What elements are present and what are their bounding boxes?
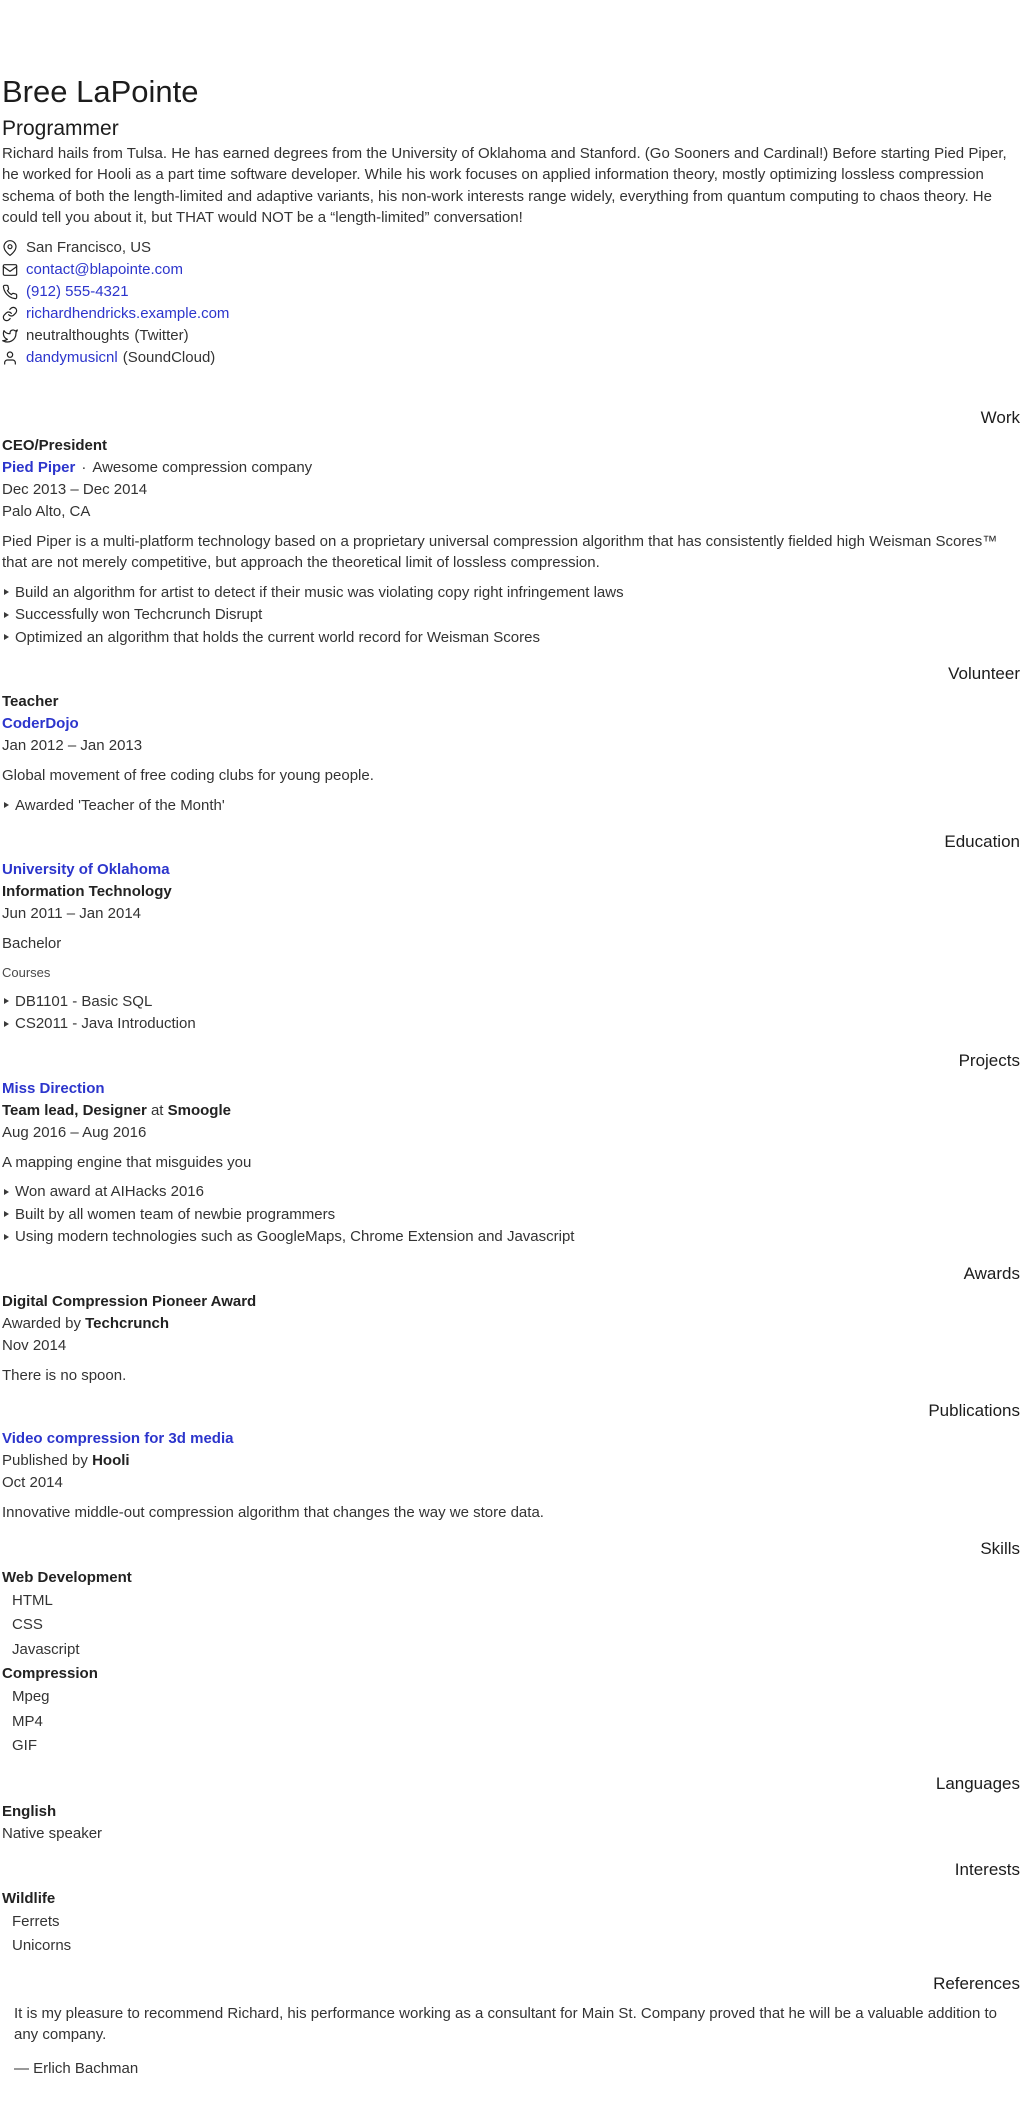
education-dates: Jun 2011 – Jan 2014 [2, 905, 142, 923]
mail-icon [2, 262, 18, 278]
list-item: Javascript [12, 1640, 80, 1658]
interest-keywords [2, 1910, 1020, 1959]
list-item: Ferrets [12, 1912, 60, 1930]
volunteer-position: Teacher [2, 693, 59, 711]
work-dates: Dec 2013 – Dec 2014 [2, 480, 148, 498]
phone-link[interactable]: (912) 555-4321 [26, 283, 129, 301]
section-languages [2, 1773, 1020, 1845]
map-pin-icon [2, 240, 18, 256]
section-heading-references: References [933, 1973, 1020, 1993]
interest-name: Wildlife [2, 1889, 56, 1907]
work-location: Palo Alto, CA [2, 502, 91, 520]
reference-name: — Erlich Bachman [14, 2059, 139, 2077]
contact-location [2, 237, 1020, 259]
award-date: Nov 2014 [2, 1336, 67, 1354]
skill-keywords [2, 1589, 1020, 1663]
section-skills [2, 1538, 1020, 1759]
work-position: CEO/President [2, 436, 108, 454]
section-work [2, 407, 1020, 650]
list-item: Awarded 'Teacher of the Month' [2, 795, 1020, 818]
section-heading-education: Education [944, 832, 1020, 852]
volunteer-highlights [2, 795, 1020, 818]
user-icon [2, 350, 18, 366]
education-institution-line [2, 859, 1020, 881]
work-company-description: Awesome compression company [92, 458, 313, 476]
section-publications [2, 1400, 1020, 1524]
person-name: Bree LaPointe [2, 74, 199, 109]
twitter-icon [2, 328, 18, 344]
list-item: Won award at AIHacks 2016 [2, 1181, 1020, 1204]
section-heading-volunteer: Volunteer [948, 664, 1020, 684]
list-item: Successfully won Techcrunch Disrupt [2, 604, 1020, 627]
list-item: CS2011 - Java Introduction [2, 1013, 1020, 1036]
list-item: Built by all women team of newbie programmers [2, 1204, 1020, 1227]
section-awards [2, 1263, 1020, 1387]
section-heading-work: Work [980, 407, 1020, 427]
publication-name-line [2, 1428, 1020, 1450]
language-fluency: Native speaker [2, 1824, 103, 1842]
award-summary: There is no spoon. [2, 1366, 127, 1384]
education-institution-link[interactable]: University of Oklahoma [2, 861, 170, 879]
section-volunteer [2, 663, 1020, 817]
publication-publisher-line [2, 1450, 1020, 1472]
section-heading-projects: Projects [958, 1050, 1020, 1070]
section-heading-interests: Interests [954, 1859, 1020, 1879]
award-title: Digital Compression Pioneer Award [2, 1292, 257, 1310]
award-awarder-line [2, 1313, 1020, 1335]
email-link[interactable]: contact@blapointe.com [26, 261, 183, 279]
education-area: Information Technology [2, 883, 172, 901]
education-courses-label: Courses [2, 964, 51, 980]
list-item: CSS [12, 1616, 43, 1634]
skill-keywords [2, 1685, 1020, 1759]
link-icon [2, 306, 18, 322]
person-summary: Richard hails from Tulsa. He has earned degrees from the University of Oklahoma and Stanford. (Go Sooners and Cardinal!) Before starting Pied Piper, he worked for Hooli as a part time software developer. While his work focuses on applied information theory, mostly optimizing lossless compression schema of both the length-limited and adaptive variants, his non-work interests range widely, everything from quantum computing to chaos theory. He could tell you about it, but THAT would NOT be a “length-limited” conversation! [2, 144, 1007, 227]
reference-quote: It is my pleasure to recommend Richard, his performance working as a consultant for Main St. Company proved that he will be a valuable addition to any company. [14, 2004, 997, 2044]
work-company-link[interactable]: Pied Piper [2, 458, 76, 476]
contact-location-text: San Francisco, US [26, 239, 152, 257]
section-heading-skills: Skills [980, 1538, 1020, 1558]
separator-dot: · [81, 458, 87, 476]
list-item: Mpeg [12, 1688, 50, 1706]
work-summary: Pied Piper is a multi-platform technology based on a proprietary universal compression algorithm that has consistently fielded high Weisman Scores™ that are not merely competitive, but approach the theoretical limit of lossless compression. [2, 532, 998, 572]
education-courses [2, 991, 1020, 1036]
contact-website [2, 303, 1020, 325]
publication-name-link[interactable]: Video compression for 3d media [2, 1430, 234, 1448]
project-roles-line [2, 1100, 1020, 1122]
person-title: Programmer [2, 116, 119, 140]
contact-phone [2, 281, 1020, 303]
list-item: MP4 [12, 1712, 43, 1730]
project-entity: Smoogle [167, 1101, 231, 1119]
soundcloud-network-label: (SoundCloud) [122, 349, 216, 367]
education-study-type: Bachelor [2, 935, 62, 953]
website-link[interactable]: richardhendricks.example.com [26, 305, 230, 323]
publication-published-by-label: Published by [2, 1452, 88, 1470]
section-references [2, 1973, 1020, 2080]
section-education [2, 831, 1020, 1036]
skill-group-name: Web Development [2, 1568, 132, 1586]
contact-soundcloud [2, 347, 1020, 369]
publication-date: Oct 2014 [2, 1474, 63, 1492]
twitter-network-label: (Twitter) [134, 327, 189, 345]
list-item: Build an algorithm for artist to detect if their music was violating copy right infringement laws [2, 582, 1020, 605]
volunteer-summary: Global movement of free coding clubs for young people. [2, 767, 374, 785]
project-at-label: at [150, 1101, 164, 1119]
project-highlights [2, 1181, 1020, 1249]
section-heading-publications: Publications [928, 1401, 1020, 1421]
project-dates: Aug 2016 – Aug 2016 [2, 1123, 147, 1141]
list-item: Unicorns [12, 1937, 72, 1955]
project-description: A mapping engine that misguides you [2, 1153, 252, 1171]
list-item: Using modern technologies such as GoogleMaps, Chrome Extension and Javascript [2, 1226, 1020, 1249]
soundcloud-link[interactable]: dandymusicnl [26, 349, 118, 367]
list-item: Optimized an algorithm that holds the current world record for Weisman Scores [2, 627, 1020, 650]
project-name-link[interactable]: Miss Direction [2, 1079, 105, 1097]
project-name-line [2, 1078, 1020, 1100]
contact-twitter [2, 325, 1020, 347]
contact-list [2, 237, 1020, 369]
work-company-line [2, 457, 1020, 479]
section-heading-languages: Languages [935, 1773, 1020, 1793]
award-awarder: Techcrunch [85, 1314, 170, 1332]
project-roles: Team lead, Designer [2, 1101, 147, 1119]
section-projects [2, 1050, 1020, 1249]
section-heading-awards: Awards [963, 1263, 1020, 1283]
publication-summary: Innovative middle-out compression algorithm that changes the way we store data. [2, 1504, 544, 1522]
language-name: English [2, 1802, 57, 1820]
publication-publisher: Hooli [92, 1452, 130, 1470]
volunteer-organization-link[interactable]: CoderDojo [2, 715, 79, 733]
skill-group-name: Compression [2, 1665, 98, 1683]
phone-icon [2, 284, 18, 300]
contact-email [2, 259, 1020, 281]
volunteer-dates: Jan 2012 – Jan 2013 [2, 737, 143, 755]
resume-header [2, 74, 1020, 369]
award-awarded-by-label: Awarded by [2, 1314, 81, 1332]
list-item: DB1101 - Basic SQL [2, 991, 1020, 1014]
list-item: HTML [12, 1591, 53, 1609]
volunteer-organization-line [2, 713, 1020, 735]
list-item: GIF [12, 1737, 37, 1755]
twitter-handle: neutralthoughts [26, 327, 130, 345]
work-highlights [2, 582, 1020, 650]
section-interests [2, 1859, 1020, 1959]
